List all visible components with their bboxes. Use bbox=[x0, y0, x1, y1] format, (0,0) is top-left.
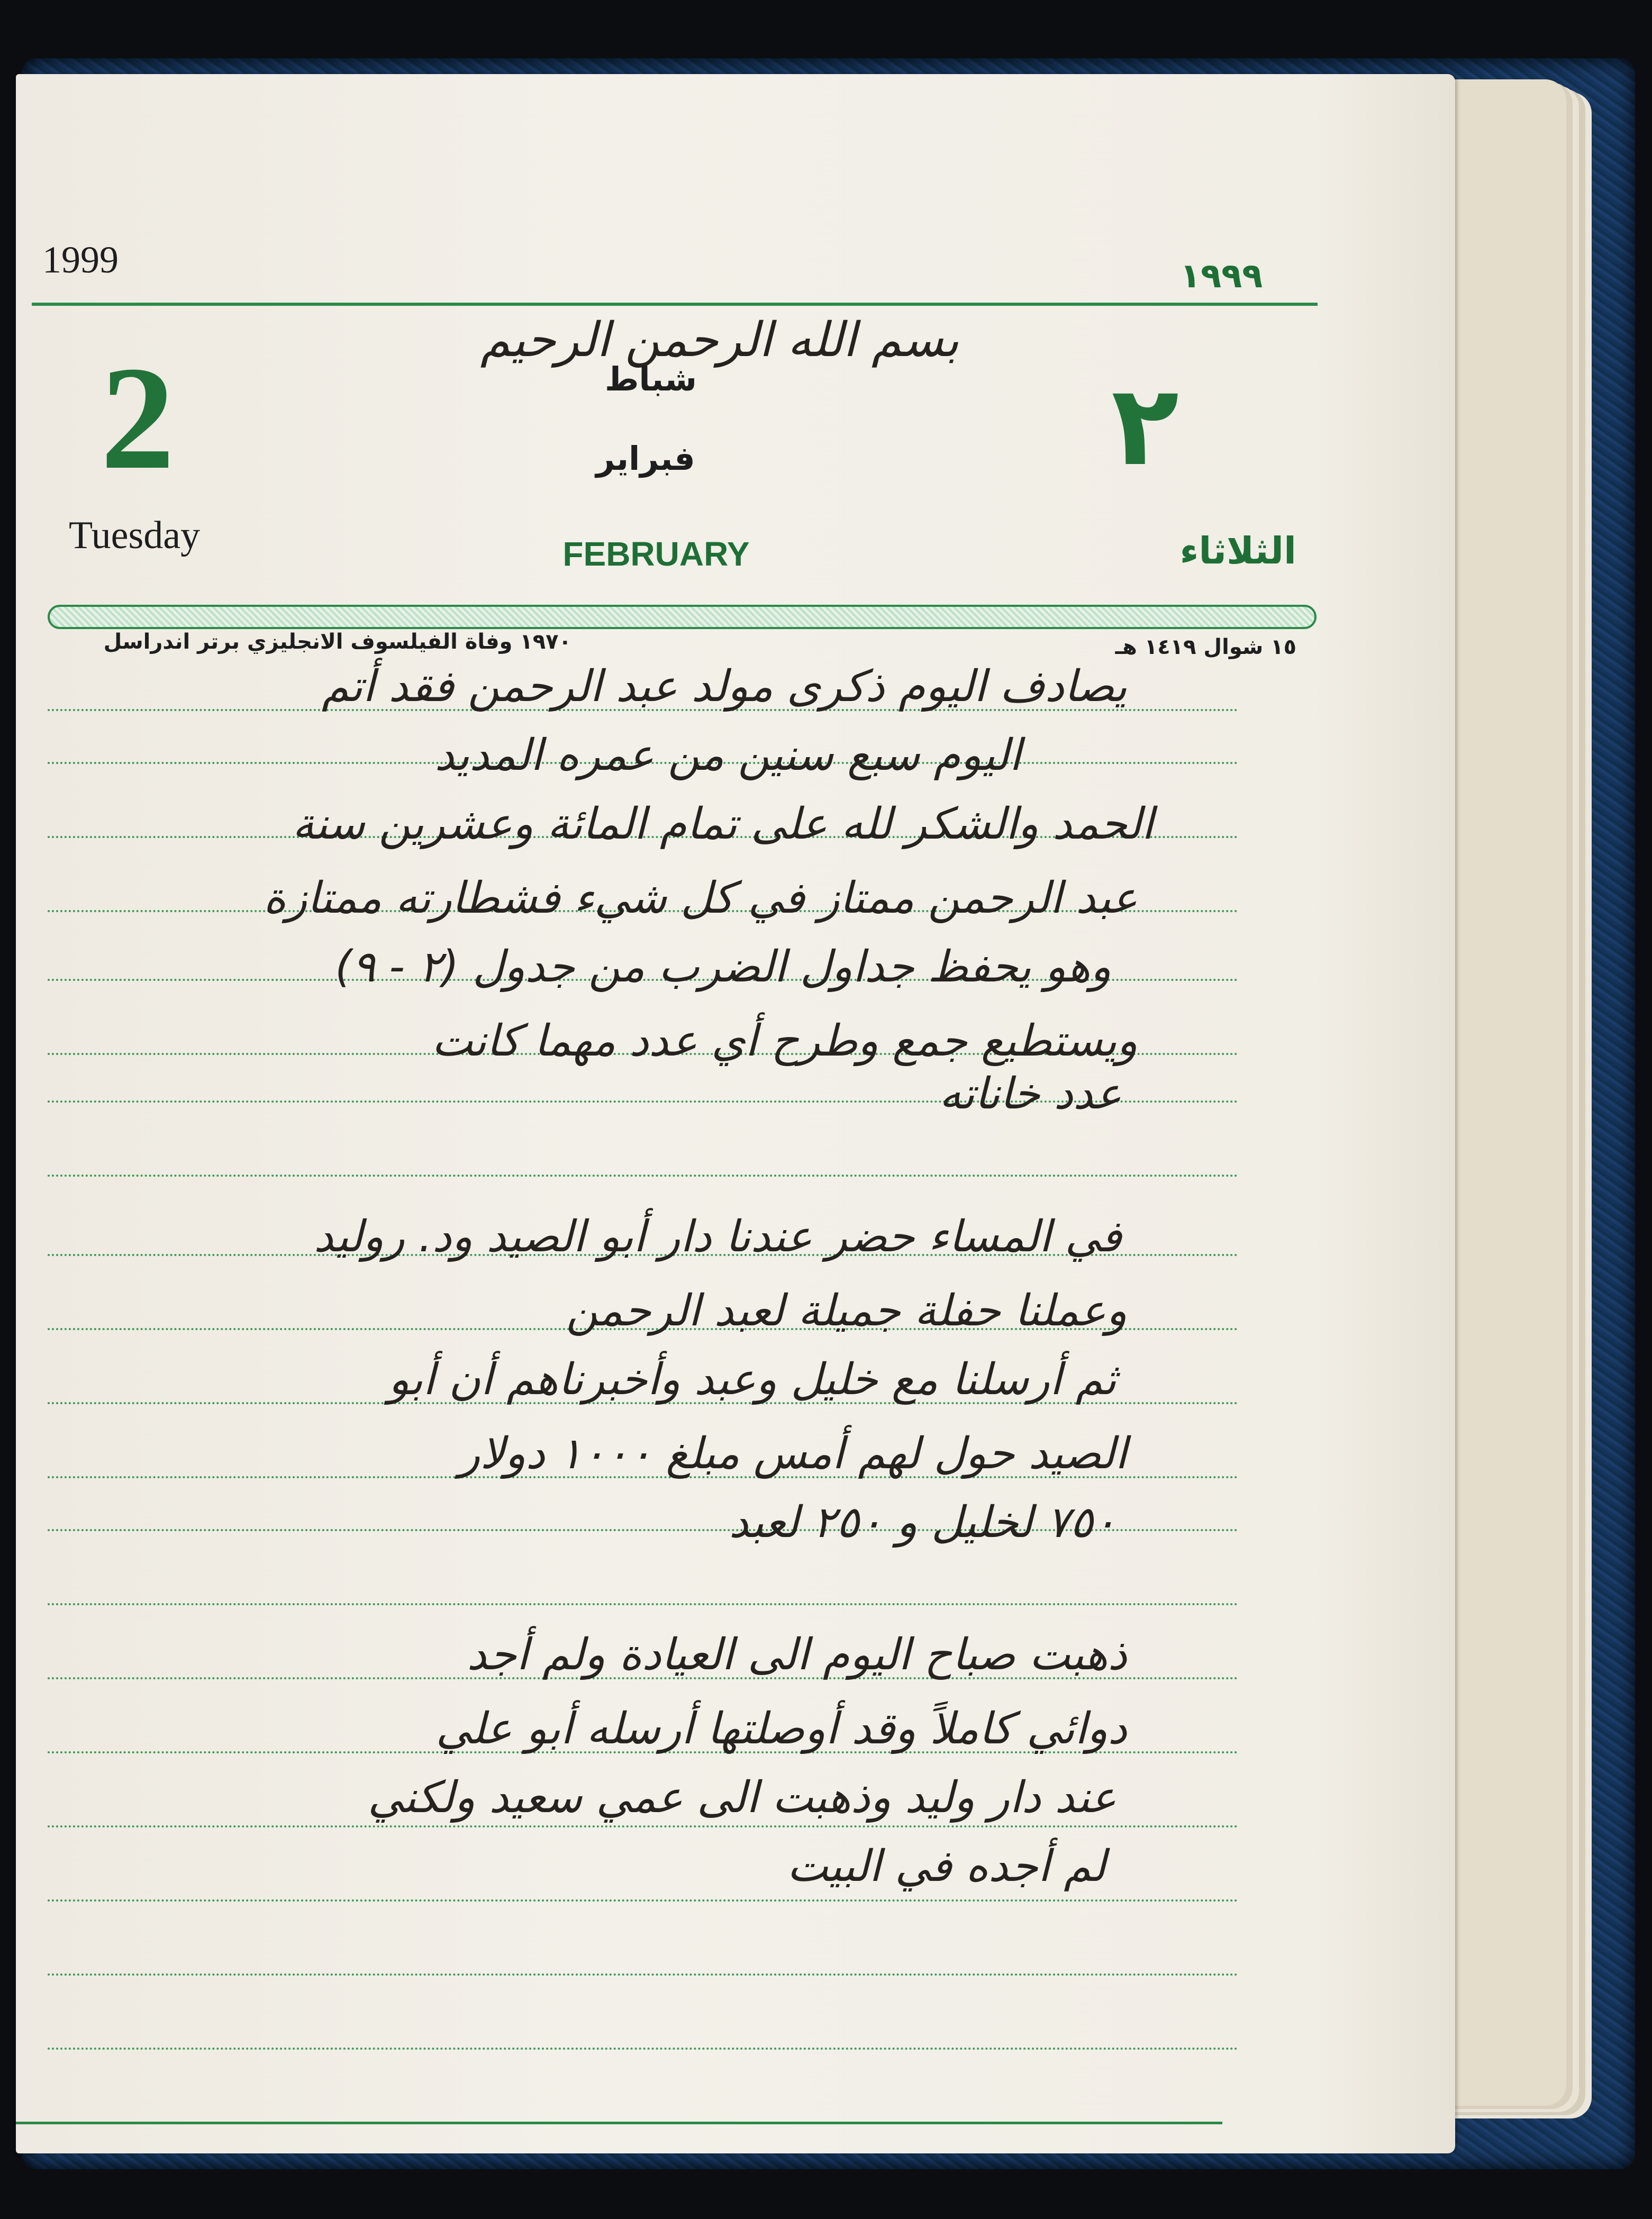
entry-line: ٧٥٠ لخليل و ٢٥٠ لعبد bbox=[729, 1497, 1117, 1548]
month-en: FEBRUARY bbox=[562, 535, 750, 573]
month-ar: فبراير bbox=[596, 439, 695, 478]
entry-line: يصادف اليوم ذكرى مولد عبد الرحمن فقد أتم bbox=[322, 661, 1127, 712]
hijri-date: ١٥ شوال ١٤١٩ هـ bbox=[1115, 635, 1296, 659]
weekday-ar: الثلاثاء bbox=[1179, 529, 1296, 572]
writing-line bbox=[48, 1825, 1238, 1827]
day-number: 2 bbox=[101, 335, 175, 500]
weekday-en: Tuesday bbox=[69, 514, 201, 557]
entry-line: ذهبت صباح اليوم الى العيادة ولم أجد bbox=[467, 1630, 1127, 1680]
entry-line: اليوم سبع سنين من عمره المديد bbox=[434, 730, 1021, 780]
entry-line: ثم أرسلنا مع خليل وعبد وأخبرناهم أن أبو bbox=[388, 1354, 1117, 1405]
entry-line: لم أجده في البيت bbox=[787, 1841, 1106, 1891]
entry-line: دوائي كاملاً وقد أوصلتها أرسله أبو علي bbox=[435, 1704, 1127, 1754]
diary-page bbox=[16, 74, 1455, 2153]
writing-line bbox=[48, 1175, 1238, 1177]
footer-rule bbox=[16, 2122, 1222, 2124]
entry-line: في المساء حضر عندنا دار أبو الصيد ود. روليد bbox=[313, 1212, 1122, 1262]
writing-line bbox=[48, 2048, 1238, 2050]
year-arabic: ١٩٩٩ bbox=[1180, 257, 1263, 296]
entry-line: عند دار وليد وذهبت الى عمي سعيد ولكني bbox=[368, 1772, 1117, 1823]
month-ar-levantine: شباط bbox=[605, 360, 697, 398]
header-rule bbox=[32, 303, 1318, 306]
entry-line: ويستطيع جمع وطرح أي عدد مهما كانت bbox=[431, 1016, 1138, 1066]
entry-line: عبد الرحمن ممتاز في كل شيء فشطارته ممتازة bbox=[263, 873, 1138, 923]
year-latin: 1999 bbox=[42, 239, 119, 281]
entry-line: عدد خاناته bbox=[939, 1069, 1122, 1119]
basmala-handwritten: بسم الله الرحمن الرحيم bbox=[480, 312, 959, 368]
historical-event: ١٩٧٠ وفاة الفيلسوف الانجليزي برتر اندراسل bbox=[103, 630, 571, 654]
writing-line bbox=[48, 1974, 1238, 1976]
decorative-band bbox=[48, 605, 1317, 629]
entry-line: الصيد حول لهم أمس مبلغ ١٠٠٠ دولار bbox=[459, 1429, 1127, 1479]
entry-line: وهو يحفظ جداول الضرب من جدول (٢ - ٩) bbox=[335, 942, 1111, 992]
writing-line bbox=[48, 1899, 1238, 1902]
entry-line: وعملنا حفلة جميلة لعبد الرحمن bbox=[566, 1286, 1127, 1336]
writing-line bbox=[48, 1603, 1238, 1605]
entry-line: الحمد والشكر لله على تمام المائة وعشرين سنة bbox=[292, 799, 1154, 849]
day-number-arabic: ٢ bbox=[1111, 361, 1179, 490]
